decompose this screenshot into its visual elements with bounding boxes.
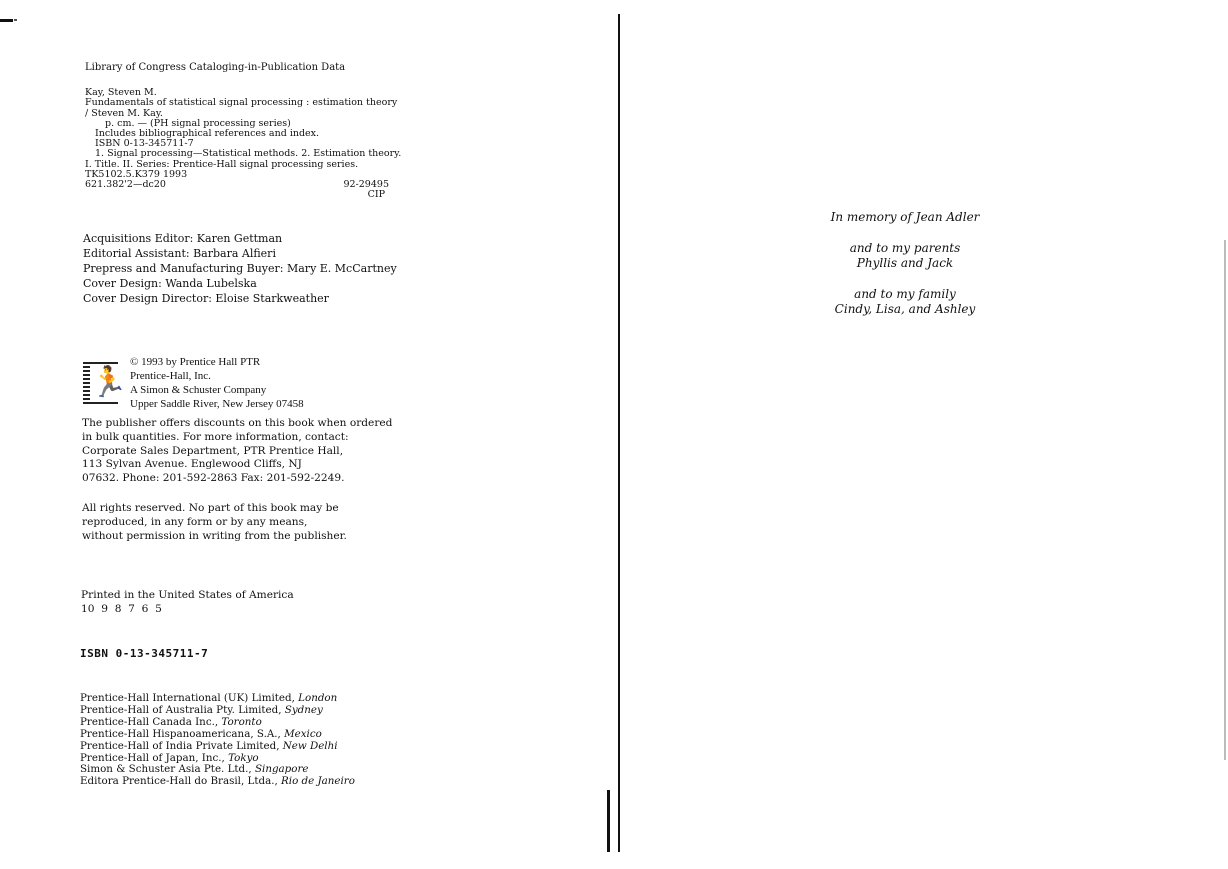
discounts-paragraph (82, 417, 392, 486)
discounts-line: Corporate Sales Department, PTR Prentice Hall, (82, 444, 344, 457)
rights-line: All rights reserved. No part of this book may be (82, 502, 339, 514)
office-line: Prentice-Hall Canada Inc., Toronto (80, 715, 262, 728)
publisher-address: Upper Saddle River, New Jersey 07458 (130, 398, 304, 410)
staff-line: Cover Design Director: Eloise Starkweather (83, 292, 329, 305)
cip-subjects: 1. Signal processing—Statistical methods. 2. Estimation theory. (95, 148, 402, 160)
cip-author: Kay, Steven M. (85, 87, 157, 99)
staff-line: Prepress and Manufacturing Buyer: Mary E. McCartney (83, 262, 397, 275)
isbn-barcode-text: ISBN 0-13-345711-7 (80, 647, 209, 660)
rights-line: reproduced, in any form or by any means, (82, 515, 308, 528)
office-line: Prentice-Hall International (UK) Limited, London (80, 692, 338, 704)
staff-line: Acquisitions Editor: Karen Gettman (83, 232, 283, 245)
dedication-line: Phyllis and Jack (856, 256, 954, 270)
office-line: Prentice-Hall of Australia Pty. Limited, Sydney (80, 703, 323, 716)
print-line: 10 9 8 7 6 5 (81, 602, 162, 615)
cip-tag: CIP (367, 189, 385, 201)
office-line: Simon & Schuster Asia Pte. Ltd., Singapore (80, 763, 309, 776)
scan-artifact (0, 19, 13, 22)
rights-paragraph (82, 502, 347, 543)
book-spine-shadow (607, 790, 610, 852)
rights-line: without permission in writing from the publisher. (82, 529, 347, 542)
office-line: Prentice-Hall of Japan, Inc., Tokyo (80, 751, 259, 764)
discounts-line: 07632. Phone: 201-592-2863 Fax: 201-592-2249. (82, 472, 345, 485)
cip-record-number: 92-29495 (343, 179, 389, 191)
printing-info (81, 589, 294, 617)
cip-title-cont: / Steven M. Kay. (85, 107, 163, 119)
cip-data-block (85, 63, 415, 200)
printed-country: Printed in the United States of America (81, 589, 294, 601)
publisher-name: Prentice-Hall, Inc. (130, 370, 211, 382)
office-line: Editora Prentice-Hall do Brasil, Ltda., Rio de Janeiro (80, 775, 355, 788)
cip-physical: p. cm. — (PH signal processing series) (105, 117, 291, 129)
runner-icon: 🏃 (90, 365, 128, 400)
page-edge (1224, 240, 1226, 760)
cip-subjects-cont: I. Title. II. Series: Prentice-Hall signal processing series. (85, 158, 359, 170)
publisher-block (83, 355, 304, 411)
staff-line: Cover Design: Wanda Lubelska (83, 277, 257, 290)
cip-isbn: ISBN 0-13-345711-7 (95, 138, 194, 150)
dedication-line: and to my family (854, 286, 956, 301)
international-offices (80, 693, 355, 788)
cip-dewey: 621.382'2—dc20 (85, 179, 166, 191)
dedication-line: and to my parents (849, 240, 961, 255)
discounts-line: 113 Sylvan Avenue. Englewood Cliffs, NJ (82, 458, 302, 471)
cip-lc-number: TK5102.5.K379 1993 (85, 168, 188, 180)
dedication-line: Cindy, Lisa, and Ashley (834, 302, 976, 316)
cip-title: Fundamentals of statistical signal processing : estimation theory (85, 97, 398, 109)
cip-heading: Library of Congress Cataloging-in-Publication Data (85, 62, 346, 73)
office-line: Prentice-Hall Hispanoamericana, S.A., Mexico (80, 727, 322, 740)
book-spine-divider (618, 14, 620, 852)
publisher-parent: A Simon & Schuster Company (130, 384, 267, 396)
office-line: Prentice-Hall of India Private Limited, New Delhi (80, 739, 338, 752)
dedication-line: In memory of Jean Adler (830, 210, 980, 224)
copyright-line: © 1993 by Prentice Hall PTR (130, 356, 261, 368)
staff-credits (83, 231, 397, 306)
dedication (800, 210, 1010, 318)
scan-artifact (14, 19, 17, 21)
prentice-hall-logo (83, 362, 128, 406)
cip-notes: Includes bibliographical references and index. (95, 128, 320, 140)
publisher-info (130, 355, 304, 411)
staff-line: Editorial Assistant: Barbara Alfieri (83, 247, 276, 260)
discounts-line: in bulk quantities. For more information, contact: (82, 430, 349, 443)
discounts-line: The publisher offers discounts on this book when ordered (82, 417, 393, 429)
